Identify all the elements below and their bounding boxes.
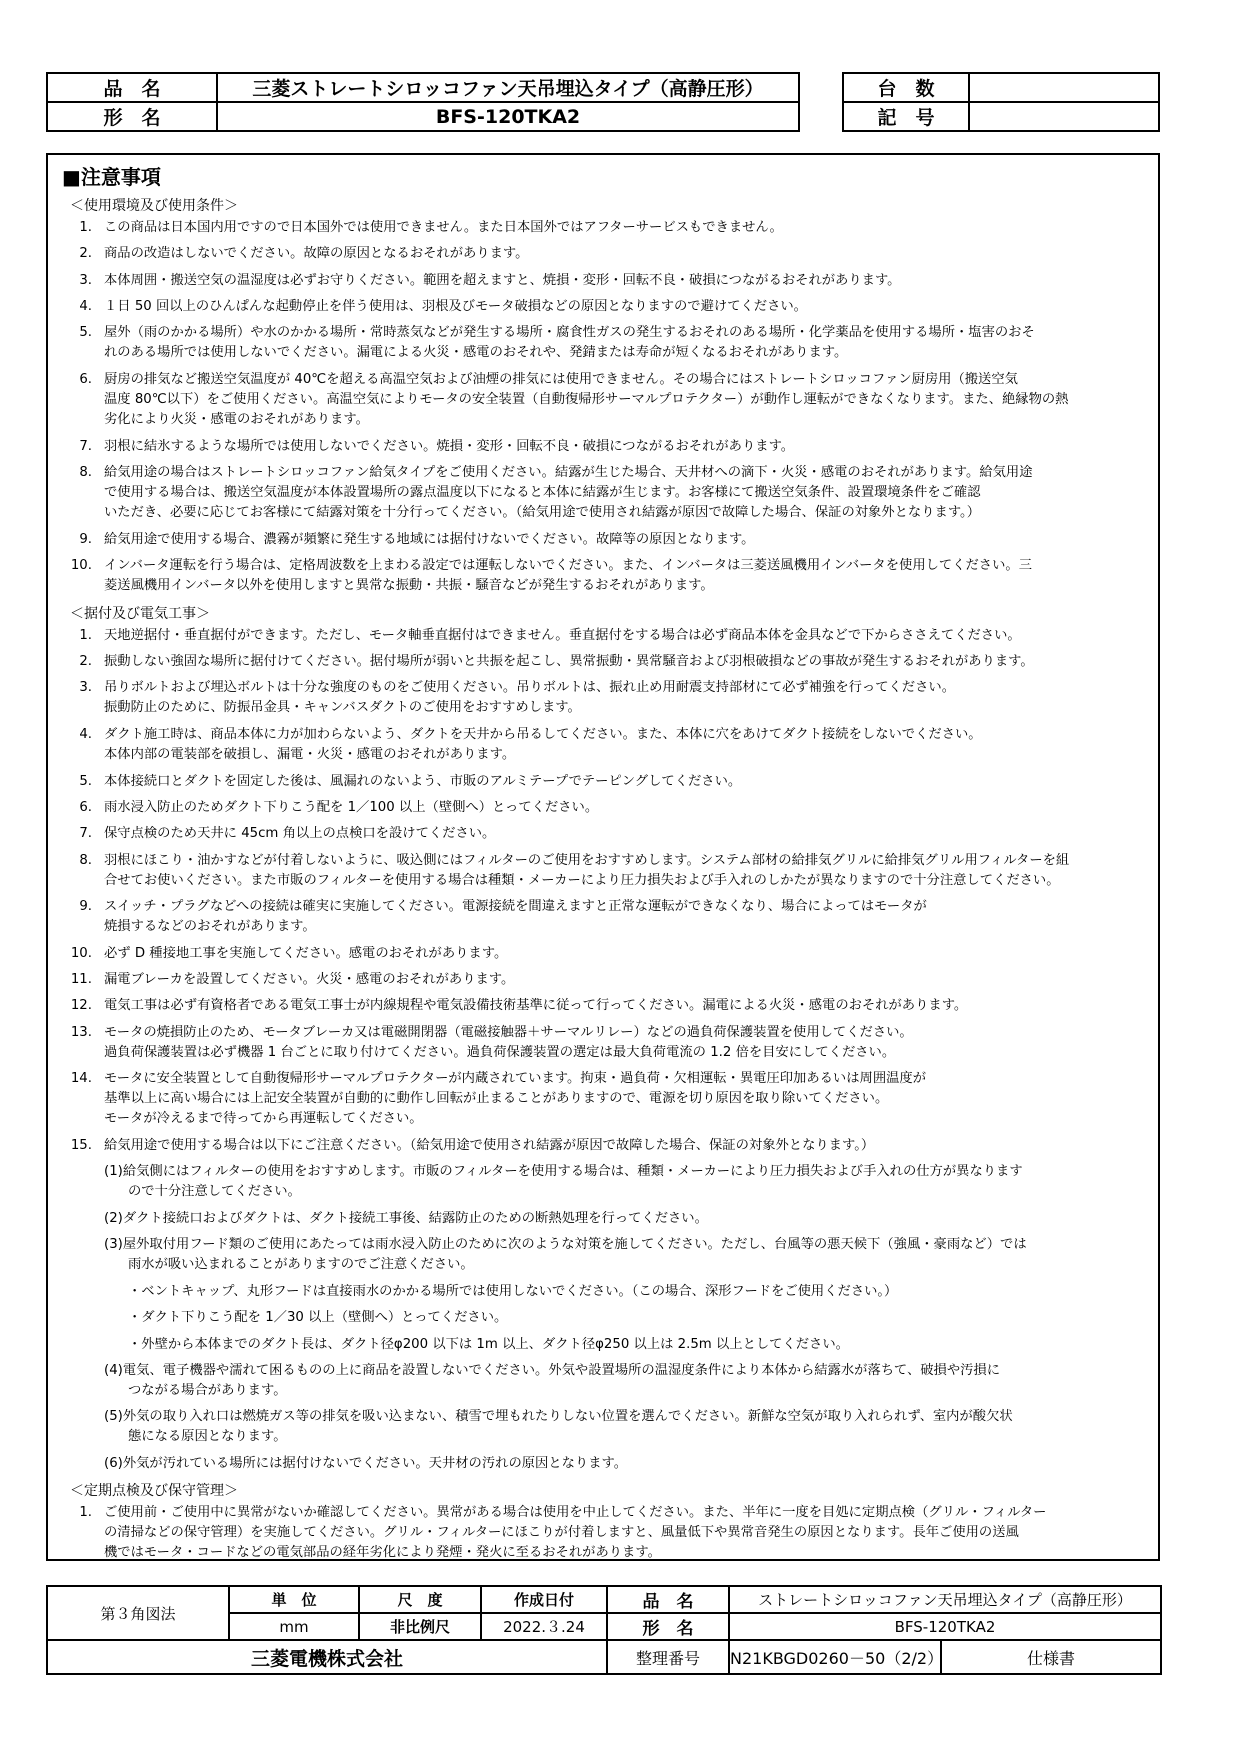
note-item <box>56 323 1148 363</box>
note-line: 本体内部の電装部を破損し、漏電・火災・感電のおそれがあります。 <box>104 747 516 762</box>
section-heading: ＜据付及び電気工事＞ <box>70 605 210 622</box>
note-number: 8. <box>79 852 92 868</box>
note-number: 9. <box>79 531 92 547</box>
note-line: 振動しない強固な場所に据付けてください。据付場所が弱いと共振を起こし、異常振動・異常騒音および羽根破損などの事故が発生するおそれがあります。 <box>104 654 1034 670</box>
notes-box <box>46 153 1160 1561</box>
note-number: 2. <box>79 654 92 670</box>
note-line: ダクト施工時は、商品本体に力が加わらないよう、ダクトを天井から吊るしてください。また、本体に穴をあけてダクト接続をしないでください。 <box>104 727 982 742</box>
note-line: 振動防止のために、防振吊金具・キャンバスダクトのご使用をおすすめします。 <box>104 700 581 716</box>
note-number: 12. <box>70 998 92 1014</box>
note-line: いただき、必要に応じてお客様にて結露対策を十分行ってください。（給気用途で使用され結露が原因で故障した場合、保証の対象外となります。） <box>104 505 980 520</box>
company-name: 三菱電機株式会社 <box>47 1640 607 1674</box>
note-item <box>56 1136 1148 1156</box>
note-number: 7. <box>79 438 92 454</box>
note-number: 4. <box>79 727 92 742</box>
note-item <box>56 851 1148 891</box>
note-number: 3. <box>79 680 92 696</box>
header-table <box>46 72 800 132</box>
symbol-label: 記 号 <box>843 102 969 131</box>
note-line: 給気用途で使用する場合は以下にご注意ください。（給気用途で使用され結露が原因で故障した場合、保証の対象外となります。） <box>104 1138 875 1154</box>
note-line: (5)外気の取り入れ口は燃焼ガス等の排気を吸い込まない、積雪で埋もれたりしない位置を選んでください。新鮮な空気が取り入れられず、室内が酸欠状 <box>104 1409 1013 1425</box>
note-number: 15. <box>70 1138 92 1154</box>
note-line: 本体周囲・搬送空気の温湿度は必ずお守りください。範囲を超えますと、焼損・変形・回転不良・破損につながるおそれがあります。 <box>104 272 901 288</box>
note-bullet <box>128 1282 1148 1302</box>
note-line: 雨水浸入防止のためダクト下りこう配を 1／100 以上（壁側へ）とってください。 <box>104 799 599 815</box>
note-number: 8. <box>79 465 92 480</box>
symbol-value <box>969 102 1159 131</box>
note-number: 6. <box>79 371 92 387</box>
note-line: (4)電気、電子機器や濡れて困るものの上に商品を設置しないでください。外気や設置場所の温湿度条件により本体から結露水が落ちて、破損や汚損に <box>104 1362 1001 1378</box>
note-item <box>56 996 1148 1016</box>
note-line: 天地逆据付・垂直据付ができます。ただし、モータ軸垂直据付はできません。垂直据付をする場合は必ず商品本体を金具などで下からささえてください。 <box>104 627 1021 643</box>
note-subitem <box>104 1361 1150 1401</box>
note-item <box>56 626 1148 646</box>
note-number: 3. <box>79 272 92 288</box>
product-name-footer: ストレートシロッコファン天吊埋込タイプ（高静圧形） <box>729 1586 1161 1613</box>
model-footer: BFS-120TKA2 <box>729 1613 1161 1640</box>
title-block <box>46 1585 1162 1675</box>
model-value: BFS-120TKA2 <box>217 102 799 131</box>
date-value: 2022.３.24 <box>481 1613 607 1640</box>
projection-method: 第３角図法 <box>47 1586 229 1640</box>
note-line: 合せてお使いください。また市販のフィルターを使用する場合は種類・メーカーにより圧力損失および手入れのしかたが異なりますので十分注意してください。 <box>104 872 1060 888</box>
note-item <box>56 370 1148 430</box>
note-item <box>56 652 1148 672</box>
note-number: 1. <box>79 627 92 643</box>
note-line: ・ダクト下りこう配を 1／30 以上（壁側へ）とってください。 <box>128 1310 508 1326</box>
note-subitem <box>104 1454 1150 1474</box>
note-line: 温度 80℃以下）をご使用ください。高温空気によりモータの安全装置（自動復帰形サーマルプロテクター）が動作し運転ができなくなります。また、絶縁物の熱 <box>104 391 1069 407</box>
note-subitem <box>104 1407 1150 1447</box>
note-line: (6)外気が汚れている場所には据付けないでください。天井材の汚れの原因となります。 <box>104 1456 628 1471</box>
note-line: 羽根に結氷するような場所では使用しないでください。焼損・変形・回転不良・破損につながるおそれがあります。 <box>104 438 795 454</box>
note-line: 商品の改造はしないでください。故障の原因となるおそれがあります。 <box>104 246 529 262</box>
note-line: 劣化により火災・感電のおそれがあります。 <box>104 411 369 427</box>
note-item <box>56 556 1148 596</box>
note-number: 5. <box>79 325 92 341</box>
note-number: 1. <box>79 1505 92 1521</box>
note-line: 菱送風機用インバータ以外を使用しますと異常な振動・共振・騒音などが発生するおそれがあります。 <box>104 578 714 594</box>
note-number: 4. <box>79 298 92 314</box>
note-number: 6. <box>79 799 92 815</box>
note-number: 11. <box>70 972 92 987</box>
note-line: れのある場所では使用しないでください。漏電による火災・感電のおそれや、発錆または寿命が短くなるおそれがあります。 <box>104 345 848 361</box>
note-line: 給気用途で使用する場合、濃霧が頻繁に発生する地域には据付けないでください。故障等の原因となります。 <box>104 531 755 547</box>
note-line: ご使用前・ご使用中に異常がないか確認してください。異常がある場合は使用を中止してください。また、半年に一度を目処に定期点検（グリル・フィルター <box>104 1505 1047 1521</box>
note-item <box>56 530 1148 550</box>
note-item <box>56 463 1148 523</box>
note-number: 9. <box>79 899 92 915</box>
note-subitem <box>104 1235 1150 1275</box>
note-item <box>56 437 1148 457</box>
note-line: 厨房の排気など搬送空気温度が 40℃を超える高温空気および油煙の排気には使用できません。その場合にはストレートシロッコファン厨房用（搬送空気 <box>104 371 1018 387</box>
note-number: 14. <box>70 1071 92 1087</box>
note-line: ・ベントキャップ、丸形フードは直接雨水のかかる場所では使用しないでください。（この場合、深形フードをご使用ください。） <box>128 1283 898 1299</box>
note-subitem <box>104 1209 1150 1229</box>
note-item <box>56 798 1148 818</box>
note-line: 態になる原因となります。 <box>128 1429 287 1445</box>
note-line: １日 50 回以上のひんぱんな起動停止を伴う使用は、羽根及びモータ破損などの原因となりますので避けてください。 <box>104 298 807 314</box>
quantity-value <box>969 73 1159 102</box>
note-line: (1)給気側にはフィルターの使用をおすすめします。市販のフィルターを使用する場合は、種類・メーカーにより圧力損失および手入れの仕方が異なります <box>104 1164 1023 1180</box>
note-line: 保守点検のため天井に 45cm 角以上の点検口を設けてください。 <box>104 826 496 842</box>
note-line: 基準以上に高い場合には上記安全装置が自動的に動作し回転が止まることがありますので、電源を切り原因を取り除いてください。 <box>104 1091 889 1107</box>
note-line: 機ではモータ・コードなどの電気部品の経年劣化により発煙・発火に至るおそれがあります。 <box>104 1545 661 1561</box>
note-item <box>56 897 1148 937</box>
quantity-label: 台 数 <box>843 73 969 102</box>
note-line: (2)ダクト接続口およびダクトは、ダクト接続工事後、結露防止のための断熱処理を行ってください。 <box>104 1211 708 1226</box>
note-line: この商品は日本国内用ですので日本国外では使用できません。また日本国外ではアフターサービスもできません。 <box>104 220 783 235</box>
note-item <box>56 725 1148 765</box>
note-line: 漏電ブレーカを設置してください。火災・感電のおそれがあります。 <box>104 972 515 987</box>
note-item <box>56 824 1148 844</box>
note-number: 7. <box>79 826 92 842</box>
note-number: 2. <box>79 246 92 262</box>
note-line: 本体接続口とダクトを固定した後は、風漏れのないよう、市販のアルミテープでテーピングしてください。 <box>104 773 742 789</box>
note-line: モータに安全装置として自動復帰形サーマルプロテクターが内蔵されています。拘束・過負荷・欠相運転・異電圧印加あるいは周囲温度が <box>104 1071 927 1087</box>
model-label: 形 名 <box>47 102 217 131</box>
note-item <box>56 772 1148 792</box>
product-name-label: 品 名 <box>47 73 217 102</box>
note-item <box>56 1503 1148 1563</box>
note-line: (3)屋外取付用フード類のご使用にあたっては雨水浸入防止のために次のような対策を施してください。ただし、台風等の悪天候下（強風・豪雨など）では <box>104 1237 1027 1253</box>
note-number: 5. <box>79 773 92 789</box>
note-item <box>56 244 1148 264</box>
note-line: 雨水が吸い込まれることがありますのでご注意ください。 <box>128 1257 474 1273</box>
note-number: 1. <box>79 220 92 235</box>
note-line: つながる場合があります。 <box>128 1382 287 1398</box>
note-item <box>56 944 1148 964</box>
note-line: の清掃などの保守管理）を実施してください。グリル・フィルターにほこりが付着しますと、風量低下や異常音発生の原因となります。長年ご使用の送風 <box>104 1525 1019 1541</box>
note-item <box>56 297 1148 317</box>
note-line: モータの焼損防止のため、モータブレーカ又は電磁開閉器（電磁接触器＋サーマルリレー）などの過負荷保護装置を使用してください。 <box>104 1024 913 1040</box>
unit-value: mm <box>229 1613 359 1640</box>
note-number: 13. <box>70 1024 92 1040</box>
note-item <box>56 1023 1148 1063</box>
note-line: で使用する場合は、搬送空気温度が本体設置場所の露点温度以下になると本体に結露が生じます。お客様にて搬送空気条件、設置環境条件をご確認 <box>104 485 981 500</box>
section-heading: ＜定期点検及び保守管理＞ <box>70 1483 238 1500</box>
note-bullet <box>128 1308 1148 1328</box>
note-item <box>56 1069 1148 1129</box>
note-line: インバータ運転を行う場合は、定格周波数を上まわる設定では運転しないでください。また、インバータは三菱送風機用インバータを使用してください。三 <box>104 558 1032 574</box>
quantity-table <box>842 72 1160 132</box>
note-bullet <box>128 1335 1148 1355</box>
note-number: 10. <box>70 945 92 961</box>
product-name-value: 三菱ストレートシロッコファン天吊埋込タイプ（高静圧形） <box>217 73 799 102</box>
note-number: 10. <box>70 558 92 574</box>
document-type: 仕様書 <box>941 1640 1161 1674</box>
notes-title: ■注意事項 <box>62 165 161 189</box>
product-name-label-footer: 品 名 <box>607 1586 729 1613</box>
note-line: ので十分注意してください。 <box>128 1184 301 1200</box>
note-item <box>56 271 1148 291</box>
unit-label: 単 位 <box>229 1586 359 1613</box>
note-line: スイッチ・プラグなどへの接続は確実に実施してください。電源接続を間違えますと正常な運転ができなくなり、場合によってはモータが <box>104 899 927 915</box>
note-line: 焼損するなどのおそれがあります。 <box>104 919 316 935</box>
model-label-footer: 形 名 <box>607 1613 729 1640</box>
note-line: 必ず D 種接地工事を実施してください。感電のおそれがあります。 <box>104 945 508 961</box>
scale-label: 尺 度 <box>359 1586 481 1613</box>
note-subitem <box>104 1162 1150 1202</box>
note-line: ・外壁から本体までのダクト長は、ダクト径φ200 以下は 1m 以上、ダクト径φ250 以上は 2.5m 以上としてください。 <box>128 1336 849 1352</box>
note-line: 羽根にほこり・油かすなどが付着しないように、吸込側にはフィルターのご使用をおすすめします。システム部材の給排気グリルに給排気グリル用フィルターを組 <box>104 852 1070 868</box>
section-heading: ＜使用環境及び使用条件＞ <box>70 198 238 214</box>
note-line: 屋外（雨のかかる場所）や水のかかる場所・常時蒸気などが発生する場所・腐食性ガスの発生するおそれのある場所・化学薬品を使用する場所・塩害のおそ <box>104 325 1035 341</box>
note-item <box>56 970 1148 990</box>
note-line: 吊りボルトおよび埋込ボルトは十分な強度のものをご使用ください。吊りボルトは、振れ止め用耐震支持部材にて必ず補強を行ってください。 <box>104 680 955 696</box>
date-label: 作成日付 <box>481 1586 607 1613</box>
ref-label: 整理番号 <box>607 1640 729 1674</box>
scale-value: 非比例尺 <box>359 1613 481 1640</box>
ref-number: N21KBGD0260－50（2/2） <box>729 1640 941 1674</box>
note-line: 電気工事は必ず有資格者である電気工事士が内線規程や電気設備技術基準に従って行ってください。漏電による火災・感電のおそれがあります。 <box>104 998 968 1014</box>
note-item <box>56 218 1148 238</box>
note-line: 過負荷保護装置は必ず機器 1 台ごとに取り付けてください。過負荷保護装置の選定は最大負荷電流の 1.2 倍を目安にしてください。 <box>104 1044 896 1060</box>
note-line: モータが冷えるまで待ってから再運転してください。 <box>104 1111 423 1127</box>
note-item <box>56 678 1148 718</box>
note-line: 給気用途の場合はストレートシロッコファン給気タイプをご使用ください。結露が生じた場合、天井材への滴下・火災・感電のおそれがあります。給気用途 <box>104 465 1033 480</box>
